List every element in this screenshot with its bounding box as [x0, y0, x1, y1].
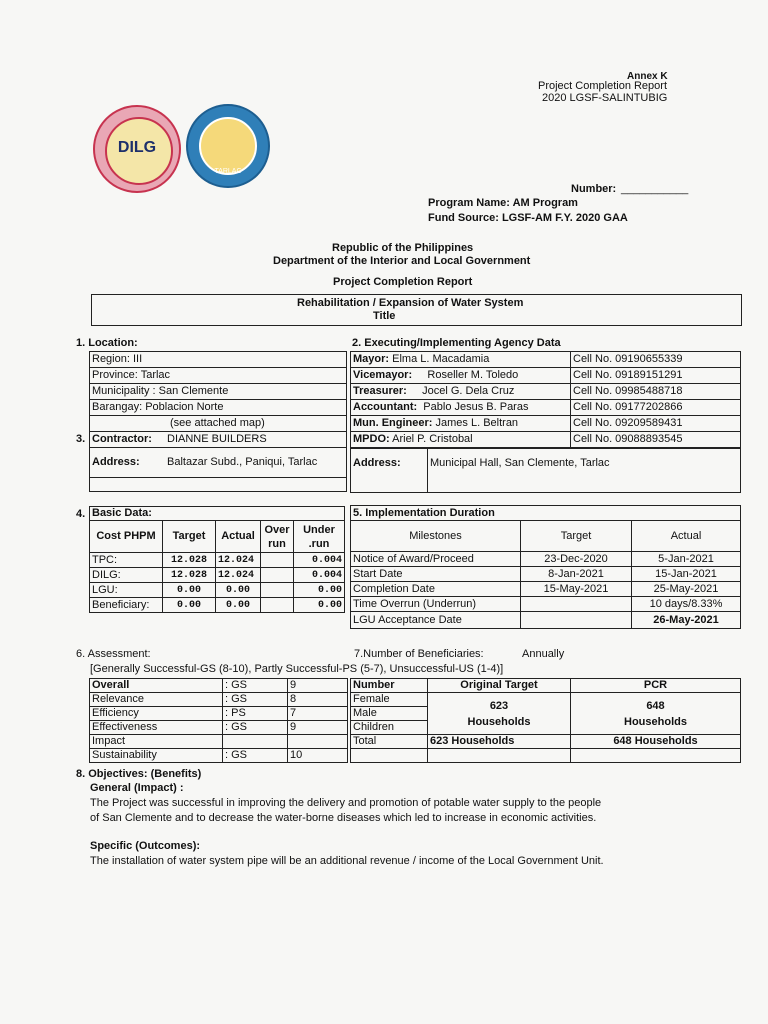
agency-row-engineer: Mun. Engineer: James L. Beltran [351, 416, 571, 432]
basic-dilg-actual: 12.024 [216, 568, 261, 583]
agency-table [350, 351, 741, 448]
report-title: Project Completion Report [333, 276, 473, 288]
contractor-name: DIANNE BUILDERS [165, 432, 346, 448]
agency-cell-vicemayor: Cell No. 09189151291 [571, 368, 741, 384]
basic-tpc-over [261, 553, 294, 568]
basic-header-target: Target [163, 521, 216, 553]
agency-address-table [350, 448, 741, 493]
assessment-relevance-score: 8 [288, 693, 348, 707]
basic-lgu-under: 0.00 [294, 583, 345, 598]
assessment-row-overall: Overall [90, 679, 223, 693]
assessment-efficiency-rating: : PS [223, 707, 288, 721]
basic-beneficiary-under: 0.00 [294, 598, 345, 613]
assessment-efficiency-score: 7 [288, 707, 348, 721]
title-label: Title [373, 310, 396, 322]
ben-header-number: Number [351, 679, 428, 693]
general-impact-label: General (Impact) : [90, 782, 184, 794]
assessment-impact-rating [223, 735, 288, 749]
specific-outcomes-label: Specific (Outcomes): [90, 840, 201, 852]
basic-data-heading: 4. [76, 508, 86, 520]
basic-dilg-target: 12.028 [163, 568, 216, 583]
assessment-impact-score [288, 735, 348, 749]
basic-beneficiary-target: 0.00 [163, 598, 216, 613]
agency-cell-mpdo: Cell No. 09088893545 [571, 432, 741, 448]
basic-header-actual: Actual [216, 521, 261, 553]
agency-cell-mayor: Cell No. 09190655339 [571, 352, 741, 368]
basic-beneficiary-actual: 0.00 [216, 598, 261, 613]
beneficiaries-table [350, 678, 741, 763]
ben-target-cell: 623 Households [428, 693, 571, 735]
basic-lgu-over [261, 583, 294, 598]
san-clemente-seal-text: TARLAC [214, 168, 242, 175]
agency-address: Municipal Hall, San Clemente, Tarlac [428, 449, 741, 493]
general-impact-line-1: The Project was successful in improving the delivery and promotion of potable water supply to the people [90, 797, 602, 809]
impl-header-actual: Actual [632, 521, 741, 552]
impl-row-overrun: Time Overrun (Underrun) [351, 597, 521, 612]
ben-label-children: Children [351, 721, 428, 735]
ben-label-female: Female [351, 693, 428, 707]
municipality-cell: Municipality : San Clemente [90, 384, 347, 400]
basic-data-table [89, 506, 345, 613]
agency-row-mayor: Mayor: Elma L. Macadamia [351, 352, 571, 368]
dilg-seal [93, 105, 181, 193]
region-cell: Region: III [90, 352, 347, 368]
contractor-address: Baltazar Subd., Paniqui, Tarlac [165, 448, 346, 478]
basic-data-label: Basic Data: [90, 507, 345, 521]
assessment-sustainability-score: 10 [288, 749, 348, 763]
republic-title: Republic of the Philippines [332, 242, 474, 254]
basic-lgu-actual: 0.00 [216, 583, 261, 598]
impl-start-actual: 15-Jan-2021 [632, 567, 741, 582]
basic-tpc-under: 0.004 [294, 553, 345, 568]
map-note: (see attached map) [90, 416, 347, 432]
assessment-legend: [Generally Successful-GS (8-10), Partly Successful-PS (5-7), Unsuccessful-US (1-4)] [90, 663, 504, 675]
agency-address-label: Address: [351, 449, 428, 493]
basic-dilg-under: 0.004 [294, 568, 345, 583]
assessment-table [89, 678, 348, 763]
basic-lgu-target: 0.00 [163, 583, 216, 598]
contractor-label: Contractor: [90, 432, 166, 448]
assessment-effectiveness-score: 9 [288, 721, 348, 735]
assessment-row-sustainability: Sustainability [90, 749, 223, 763]
impl-overrun-actual: 10 days/8.33% [632, 597, 741, 612]
ben-total-target: 623 Households [428, 735, 571, 749]
agency-row-accountant: Accountant: Pablo Jesus B. Paras [351, 400, 571, 416]
impl-notice-target: 23-Dec-2020 [521, 552, 632, 567]
basic-header-over: Over run [261, 521, 294, 553]
assessment-row-relevance: Relevance [90, 693, 223, 707]
program-code: 2020 LGSF-SALINTUBIG [542, 92, 668, 104]
impl-overrun-target [521, 597, 632, 612]
assessment-overall-score: 9 [288, 679, 348, 693]
contractor-heading: 3. [76, 433, 86, 445]
impl-row-notice: Notice of Award/Proceed [351, 552, 521, 567]
assessment-overall-rating: : GS [223, 679, 288, 693]
impl-notice-actual: 5-Jan-2021 [632, 552, 741, 567]
impl-row-start: Start Date [351, 567, 521, 582]
basic-header-cost: Cost PHPM [90, 521, 163, 553]
ben-total-pcr: 648 Households [571, 735, 741, 749]
basic-header-under: Under .run [294, 521, 345, 553]
agency-row-treasurer: Treasurer: Jocel G. Dela Cruz [351, 384, 571, 400]
program-name: Program Name: AM Program [428, 197, 578, 209]
location-heading: 1. Location: [76, 337, 138, 349]
implementation-heading: 5. Implementation Duration [351, 506, 741, 521]
contractor-table [89, 431, 347, 492]
annex-label: Annex K [627, 71, 668, 82]
number-label: Number: [571, 183, 617, 195]
assessment-relevance-rating: : GS [223, 693, 288, 707]
implementation-table [350, 505, 741, 629]
assessment-heading: 6. Assessment: [76, 648, 151, 660]
basic-row-lgu: LGU: [90, 583, 163, 598]
impl-acceptance-actual: 26-May-2021 [632, 612, 741, 629]
impl-completion-target: 15-May-2021 [521, 582, 632, 597]
objectives-heading: 8. Objectives: (Benefits) [76, 768, 202, 780]
basic-tpc-target: 12.028 [163, 553, 216, 568]
fund-source: Fund Source: LGSF-AM F.Y. 2020 GAA [428, 212, 628, 224]
location-table [89, 351, 347, 432]
agency-cell-engineer: Cell No. 09209589431 [571, 416, 741, 432]
agency-heading: 2. Executing/Implementing Agency Data [352, 337, 561, 349]
report-type: Project Completion Report [538, 80, 668, 92]
ben-label-male: Male [351, 707, 428, 721]
impl-row-acceptance: LGU Acceptance Date [351, 612, 521, 629]
assessment-row-impact: Impact [90, 735, 223, 749]
contractor-address-label: Address: [90, 448, 166, 478]
barangay-cell: Barangay: Poblacion Norte [90, 400, 347, 416]
impl-header-milestones: Milestones [351, 521, 521, 552]
number-value: ___________ [621, 183, 689, 195]
province-cell: Province: Tarlac [90, 368, 347, 384]
assessment-effectiveness-rating: : GS [223, 721, 288, 735]
impl-acceptance-target [521, 612, 632, 629]
impl-row-completion: Completion Date [351, 582, 521, 597]
agency-cell-treasurer: Cell No. 09985488718 [571, 384, 741, 400]
agency-cell-accountant: Cell No. 09177202866 [571, 400, 741, 416]
basic-dilg-over [261, 568, 294, 583]
ben-pcr-cell: 648 Households [571, 693, 741, 735]
basic-row-beneficiary: Beneficiary: [90, 598, 163, 613]
beneficiaries-frequency: Annually [522, 648, 565, 660]
assessment-row-efficiency: Efficiency [90, 707, 223, 721]
dilg-seal-text: DILG [117, 139, 157, 156]
assessment-row-effectiveness: Effectiveness [90, 721, 223, 735]
project-title: Rehabilitation / Expansion of Water System [297, 297, 524, 309]
department-title: Department of the Interior and Local Government [273, 255, 531, 267]
san-clemente-seal [186, 104, 270, 188]
specific-outcomes-line-1: The installation of water system pipe will be an additional revenue / income of the Local Government Unit. [90, 855, 604, 867]
ben-header-target: Original Target [428, 679, 571, 693]
assessment-sustainability-rating: : GS [223, 749, 288, 763]
agency-row-vicemayor: Vicemayor: Roseller M. Toledo [351, 368, 571, 384]
basic-row-dilg: DILG: [90, 568, 163, 583]
basic-tpc-actual: 12.024 [216, 553, 261, 568]
basic-beneficiary-over [261, 598, 294, 613]
beneficiaries-heading: 7.Number of Beneficiaries: [354, 648, 484, 660]
ben-header-pcr: PCR [571, 679, 741, 693]
impl-start-target: 8-Jan-2021 [521, 567, 632, 582]
ben-label-total: Total [351, 735, 428, 749]
impl-completion-actual: 25-May-2021 [632, 582, 741, 597]
impl-header-target: Target [521, 521, 632, 552]
agency-row-mpdo: MPDO: Ariel P. Cristobal [351, 432, 571, 448]
basic-row-tpc: TPC: [90, 553, 163, 568]
general-impact-line-2: of San Clemente and to decrease the water-borne diseases which led to increase in economic activities. [90, 812, 597, 824]
